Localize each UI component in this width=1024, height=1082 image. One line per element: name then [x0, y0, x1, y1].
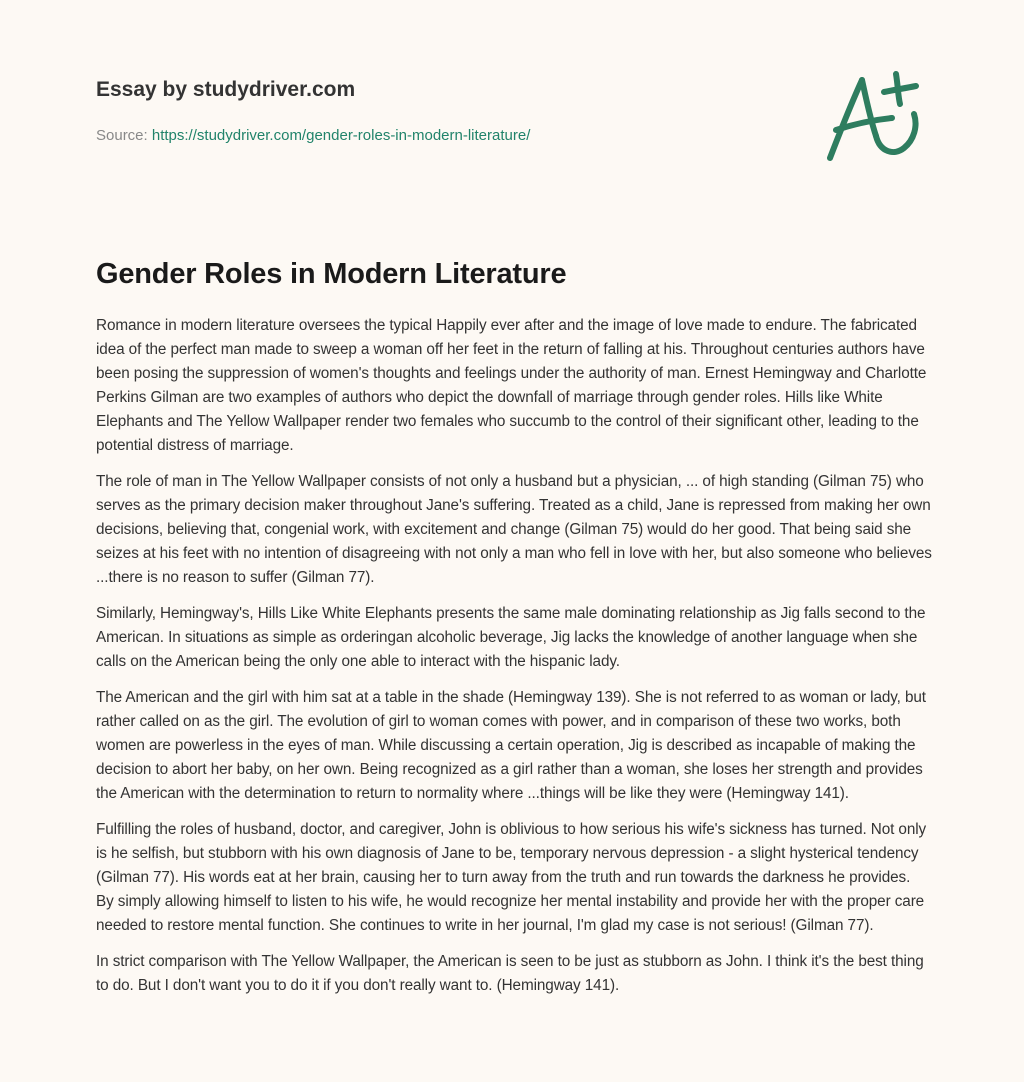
essay-header: [96, 74, 796, 146]
page-title: Gender Roles in Modern Literature: [96, 258, 567, 290]
paragraph-6: In strict comparison with The Yellow Wallpaper, the American is seen to be just as stubborn as John. I think it's the best thing to do. But I don't want you to do it if you don't really want to. (Hemingway 141).: [96, 953, 924, 994]
site-title: Essay by studydriver.com: [96, 78, 356, 101]
essay-body: [96, 314, 932, 1010]
source-link[interactable]: https://studydriver.com/gender-roles-in-modern-literature/: [151, 127, 531, 144]
paragraph-2: The role of man in The Yellow Wallpaper consists of not only a husband but a physician, ... of high standing (Gilman 75) who serves as the primary decision maker throughout Jane's suffering. Treated as a child, Jane is repressed from making her own decisions, believing that, congenial work, with excitement and change (Gilman 75) would do her good. That being said she seizes at his feet with no intention of disagreeing with not only a man who fell in love with her, but also someone who believes ...there is no reason to suffer (Gilman 77).: [96, 473, 932, 586]
source-line: [96, 126, 796, 146]
paragraph-4: The American and the girl with him sat at a table in the shade (Hemingway 139). She is not referred to as woman or lady, but rather called on as the girl. The evolution of girl to woman comes with power, and in comparison of these two works, both women are powerless in the eyes of man. While discussing a certain operation, Jig is described as incapable of making the decision to abort her baby, on her own. Being recognized as a girl rather than a woman, she loses her strength and provides the American with the determination to return to normality where ...things will be like they were (Hemingway 141).: [96, 689, 926, 802]
paragraph-3: Similarly, Hemingway's, Hills Like White Elephants presents the same male dominating relationship as Jig falls second to the American. In situations as simple as orderingan alcoholic beverage, Jig lacks the knowledge of another language when she calls on the American being the only one able to interact with the hispanic lady.: [96, 605, 926, 670]
source-label: Source:: [96, 127, 148, 144]
a-plus-grade-icon: [818, 62, 938, 172]
paragraph-1: Romance in modern literature oversees the typical Happily ever after and the image of love made to endure. The fabricated idea of the perfect man made to sweep a woman off her feet in the return of falling at his. Throughout centuries authors have been posing the suppression of women's thoughts and feelings under the authority of man. Ernest Hemingway and Charlotte Perkins Gilman are two examples of authors who depict the downfall of marriage through gender roles. Hills like White Elephants and The Yellow Wallpaper render two females who succumb to the control of their significant other, leading to the potential distress of marriage.: [96, 317, 927, 454]
paragraph-5: Fulfilling the roles of husband, doctor, and caregiver, John is oblivious to how serious his wife's sickness has turned. Not only is he selfish, but stubborn with his own diagnosis of Jane to be, temporary nervous depression - a slight hysterical tendency (Gilman 77). His words eat at her brain, causing her to turn away from the truth and run towards the darkness he provides. By simply allowing himself to listen to his wife, he would recognize her mental instability and provide her with the proper care needed to restore mental function. She continues to write in her journal, I'm glad my case is not serious! (Gilman 77).: [96, 821, 927, 934]
